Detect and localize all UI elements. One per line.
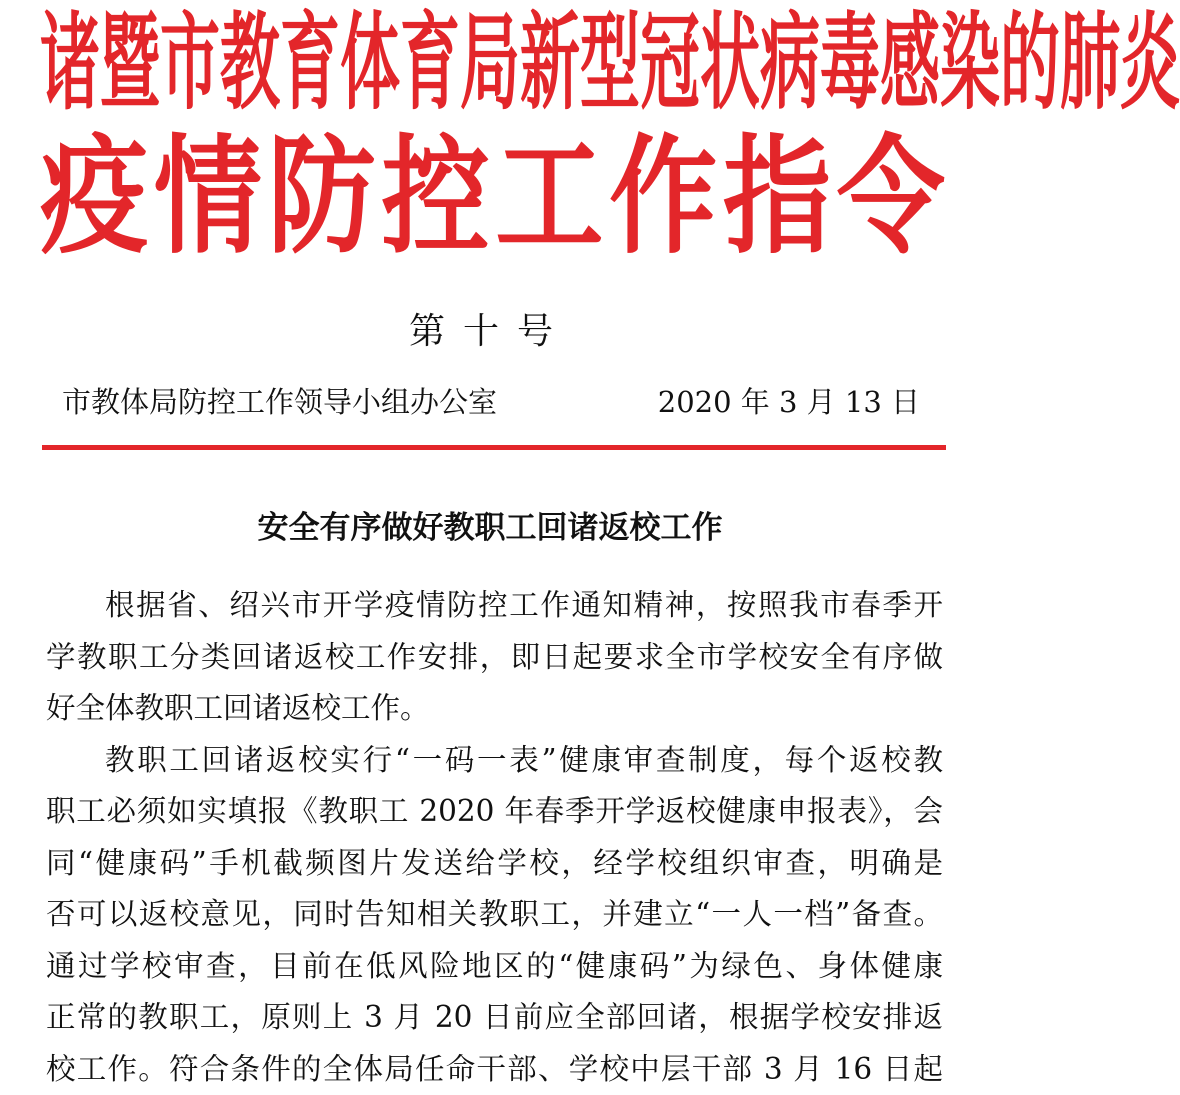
body-line-8: 通过学校审查，目前在低风险地区的“健康码”为绿色、身体健康 [46,941,943,993]
document-title: 安全有序做好教职工回诸返校工作 [0,503,980,553]
masthead-line-1-char: 状 [700,0,760,169]
masthead-line-2-char: 防 [268,115,376,280]
masthead-line-1-char: 病 [760,0,820,169]
document-body [46,580,943,1095]
masthead-line-1-char: 暨 [100,0,160,169]
body-line-9: 正常的教职工，原则上 3 月 20 日前应全部回诸，根据学校安排返 [46,992,943,1044]
masthead-line-1-char: 感 [880,0,940,169]
masthead-line-2-char: 指 [723,115,831,280]
issue-date: 2020 年 3 月 13 日 [658,380,920,424]
masthead-line-1-char: 体 [340,0,400,169]
body-line-4: 教职工回诸返校实行“一码一表”健康审查制度，每个返校教 [46,735,943,787]
masthead-line-1-char: 染 [940,0,1000,169]
body-line-5: 职工必须如实填报《教职工 2020 年春季开学返校健康申报表》，会 [46,786,943,838]
masthead-line-1-char: 的 [1000,0,1060,169]
masthead-line-2-char: 情 [154,115,262,280]
body-line-3: 好全体教职工回诸返校工作。 [46,683,943,735]
masthead-line-1-char: 型 [580,0,640,169]
masthead-line-1-char: 新 [520,0,580,169]
masthead-line-2-char: 令 [837,115,945,280]
masthead-line-1-char: 诸 [40,0,100,169]
masthead-line-2-char: 疫 [40,115,148,280]
masthead-line-1-char: 育 [400,0,460,169]
masthead-line-2-char: 工 [495,115,603,280]
masthead-line-2-char: 作 [609,115,717,280]
body-line-1: 根据省、绍兴市开学疫情防控工作通知精神，按照我市春季开 [46,580,943,632]
masthead-line-1-char: 炎 [1120,0,1180,169]
masthead-title-line-2 [40,128,945,268]
masthead-line-1-char: 市 [160,0,220,169]
masthead-line-1-char: 育 [280,0,340,169]
masthead-line-1-char: 教 [220,0,280,169]
body-line-2: 学教职工分类回诸返校工作安排，即日起要求全市学校安全有序做 [46,632,943,684]
masthead-line-1-char: 毒 [820,0,880,169]
masthead-title-line-1 [40,4,940,124]
body-line-7: 否可以返校意见，同时告知相关教职工，并建立“一人一档”备查。 [46,889,943,941]
masthead-line-1-char: 冠 [640,0,700,169]
masthead-line-2-char: 控 [382,115,490,280]
body-line-6: 同“健康码”手机截频图片发送给学校，经学校组织审查，明确是 [46,838,943,890]
masthead-line-1-char: 局 [460,0,520,169]
issuing-office: 市教体局防控工作领导小组办公室 [62,380,497,424]
masthead-line-1-char: 肺 [1060,0,1120,169]
issue-number: 第十号 [0,307,980,357]
body-line-10: 校工作。符合条件的全体局任命干部、学校中层干部 3 月 16 日起 [46,1044,943,1095]
red-divider-rule [42,445,946,450]
